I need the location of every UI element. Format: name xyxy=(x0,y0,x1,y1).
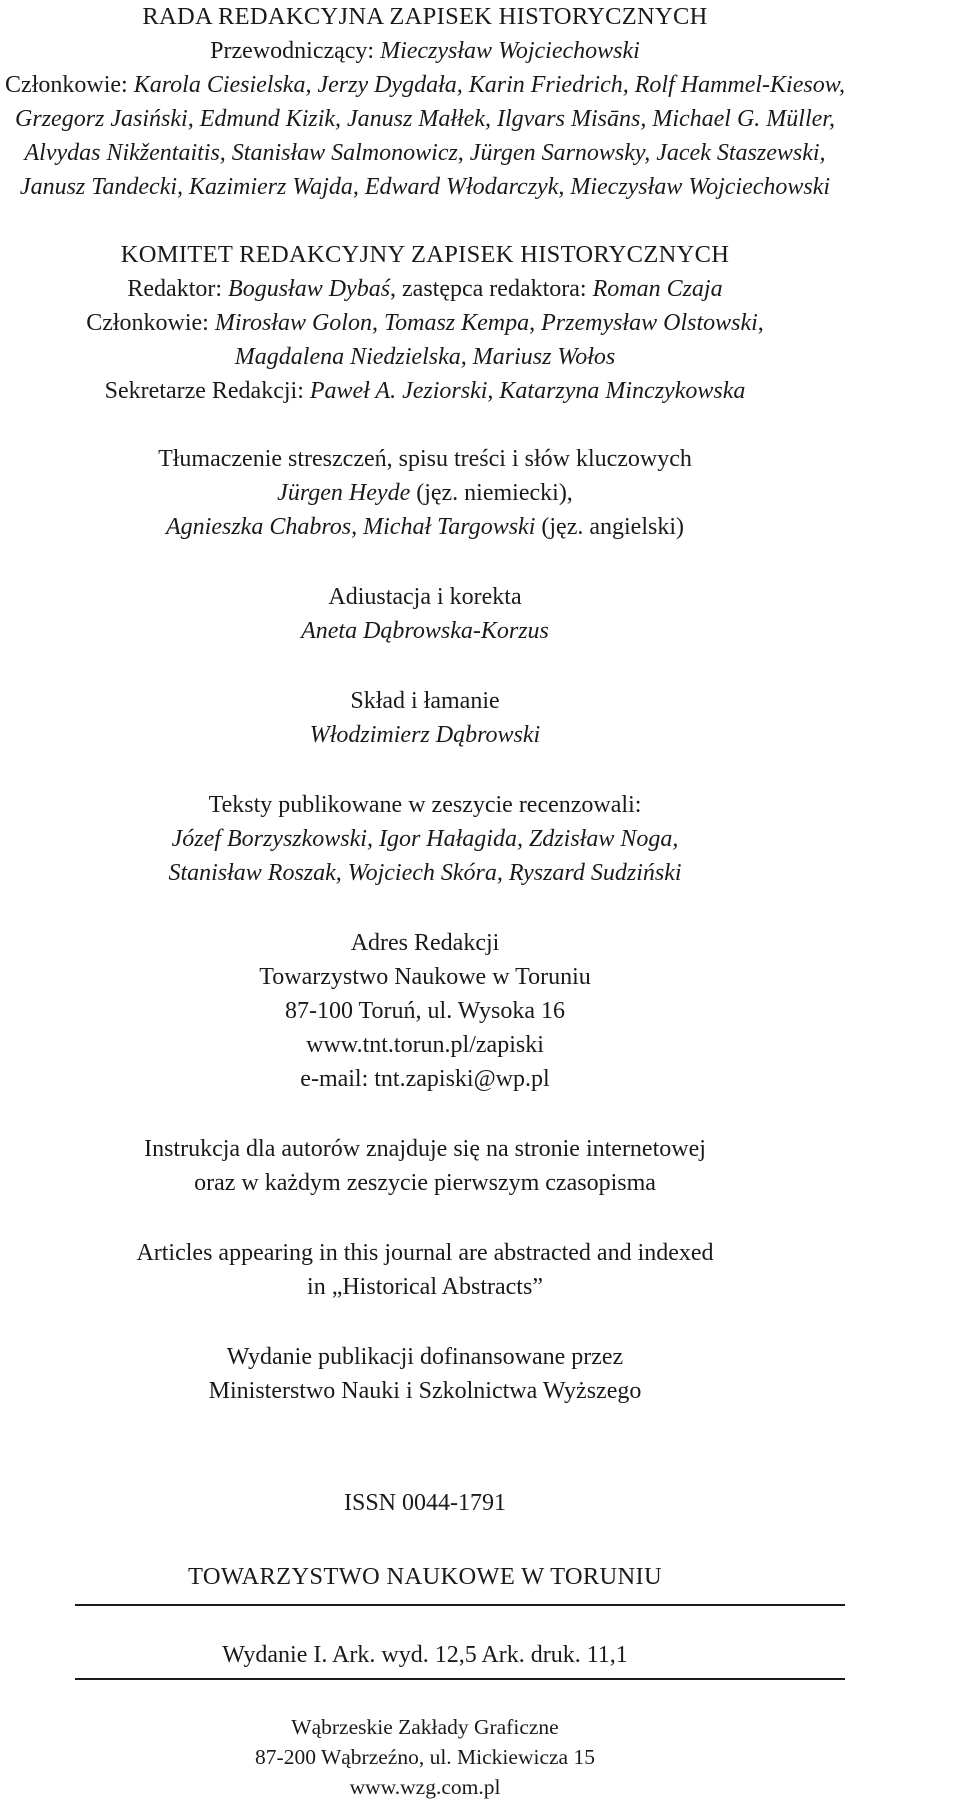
indexing-line-2: in „Historical Abstracts” xyxy=(307,1274,543,1300)
rada-members-line-2: Grzegorz Jasiński, Edmund Kizik, Janusz Małłek, Ilgvars Misāns, Michael G. Müller, xyxy=(15,106,835,132)
komitet-members-label: Członkowie: xyxy=(86,310,209,336)
instructions-line-2: oraz w każdym zeszycie pierwszym czasopisma xyxy=(194,1170,656,1196)
rada-members-line-3: Alvydas Nikžentaitis, Stanisław Salmonowicz, Jürgen Sarnowsky, Jacek Staszewski, xyxy=(24,140,826,166)
printer-address: 87-200 Wąbrzeźno, ul. Mickiewicza 15 xyxy=(255,1745,595,1769)
komitet-members-line-2: Magdalena Niedzielska, Mariusz Wołos xyxy=(234,344,616,370)
translation-english-names: Agnieszka Chabros, Michał Targowski xyxy=(166,514,536,540)
reviewers-heading: Teksty publikowane w zeszycie recenzowali: xyxy=(208,792,642,818)
typesetting-heading: Skład i łamanie xyxy=(350,688,500,714)
komitet-editor-label: Redaktor: xyxy=(127,276,223,302)
indexing-line-1: Articles appearing in this journal are abstracted and indexed xyxy=(136,1240,714,1266)
komitet-members-names-1: Mirosław Golon, Tomasz Kempa, Przemysław Olstowski, xyxy=(214,310,764,336)
translation-english-line xyxy=(0,510,850,544)
address-org: Towarzystwo Naukowe w Toruniu xyxy=(259,964,591,990)
rada-members-line-1 xyxy=(0,68,850,102)
rada-chair-name: Mieczysław Wojciechowski xyxy=(380,38,640,64)
rada-heading: RADA REDAKCYJNA ZAPISEK HISTORYCZNYCH xyxy=(142,3,708,30)
address-street: 87-100 Toruń, ul. Wysoka 16 xyxy=(285,998,565,1024)
komitet-secretaries-line xyxy=(0,374,850,408)
printer-name: Wąbrzeskie Zakłady Graficzne xyxy=(291,1715,559,1739)
address-heading: Adres Redakcji xyxy=(350,930,500,956)
translation-heading: Tłumaczenie streszczeń, spisu treści i słów kluczowych xyxy=(158,446,692,472)
komitet-editor-line xyxy=(0,272,850,306)
translation-german-line xyxy=(0,476,850,510)
divider-top xyxy=(75,1604,845,1606)
reviewers-line-2: Stanisław Roszak, Wojciech Skóra, Ryszard Sudziński xyxy=(168,860,682,886)
publisher-name: TOWARZYSTWO NAUKOWE W TORUNIU xyxy=(188,1563,662,1590)
komitet-deputy-name: Roman Czaja xyxy=(592,276,723,302)
komitet-editor-name: Bogusław Dybaś xyxy=(228,276,391,302)
translation-german-name: Jürgen Heyde xyxy=(277,480,411,506)
komitet-secretaries-names: Paweł A. Jeziorski, Katarzyna Minczykowska xyxy=(309,378,746,404)
rada-members-names-1: Karola Ciesielska, Jerzy Dygdała, Karin Friedrich, Rolf Hammel-Kiesow, xyxy=(133,72,845,98)
funding-line-1: Wydanie publikacji dofinansowane przez xyxy=(226,1344,624,1370)
rada-members-line-4: Janusz Tandecki, Kazimierz Wajda, Edward Włodarczyk, Mieczysław Wojciechowski xyxy=(19,174,831,200)
address-web-link[interactable]: www.tnt.torun.pl/zapiski xyxy=(306,1032,544,1058)
edition-info: Wydanie I. Ark. wyd. 12,5 Ark. druk. 11,1 xyxy=(222,1642,628,1668)
rada-chair-line xyxy=(0,34,850,68)
issn: ISSN 0044-1791 xyxy=(343,1490,506,1516)
proofreading-heading: Adiustacja i korekta xyxy=(328,584,522,610)
typesetting-name: Włodzimierz Dąbrowski xyxy=(309,722,541,748)
translation-german-suffix: (jęz. niemiecki), xyxy=(410,480,573,506)
printer-web-link[interactable]: www.wzg.com.pl xyxy=(349,1775,501,1799)
funding-line-2: Ministerstwo Nauki i Szkolnictwa Wyższego xyxy=(208,1378,642,1404)
komitet-heading: KOMITET REDAKCYJNY ZAPISEK HISTORYCZNYCH xyxy=(120,241,730,268)
komitet-members-line-1 xyxy=(0,306,850,340)
proofreading-name: Aneta Dąbrowska-Korzus xyxy=(301,618,549,644)
address-email-link[interactable]: e-mail: tnt.zapiski@wp.pl xyxy=(300,1066,550,1092)
translation-english-suffix: (jęz. angielski) xyxy=(535,514,684,540)
divider-bottom xyxy=(75,1678,845,1680)
instructions-line-1: Instrukcja dla autorów znajduje się na stronie internetowej xyxy=(144,1136,706,1162)
rada-members-label: Członkowie: xyxy=(5,72,128,98)
komitet-secretaries-label: Sekretarze Redakcji: xyxy=(104,378,304,404)
rada-chair-label: Przewodniczący: xyxy=(210,38,375,64)
komitet-deputy-label: , zastępca redaktora: xyxy=(390,276,587,302)
reviewers-line-1: Józef Borzyszkowski, Igor Hałagida, Zdzisław Noga, xyxy=(171,826,679,852)
